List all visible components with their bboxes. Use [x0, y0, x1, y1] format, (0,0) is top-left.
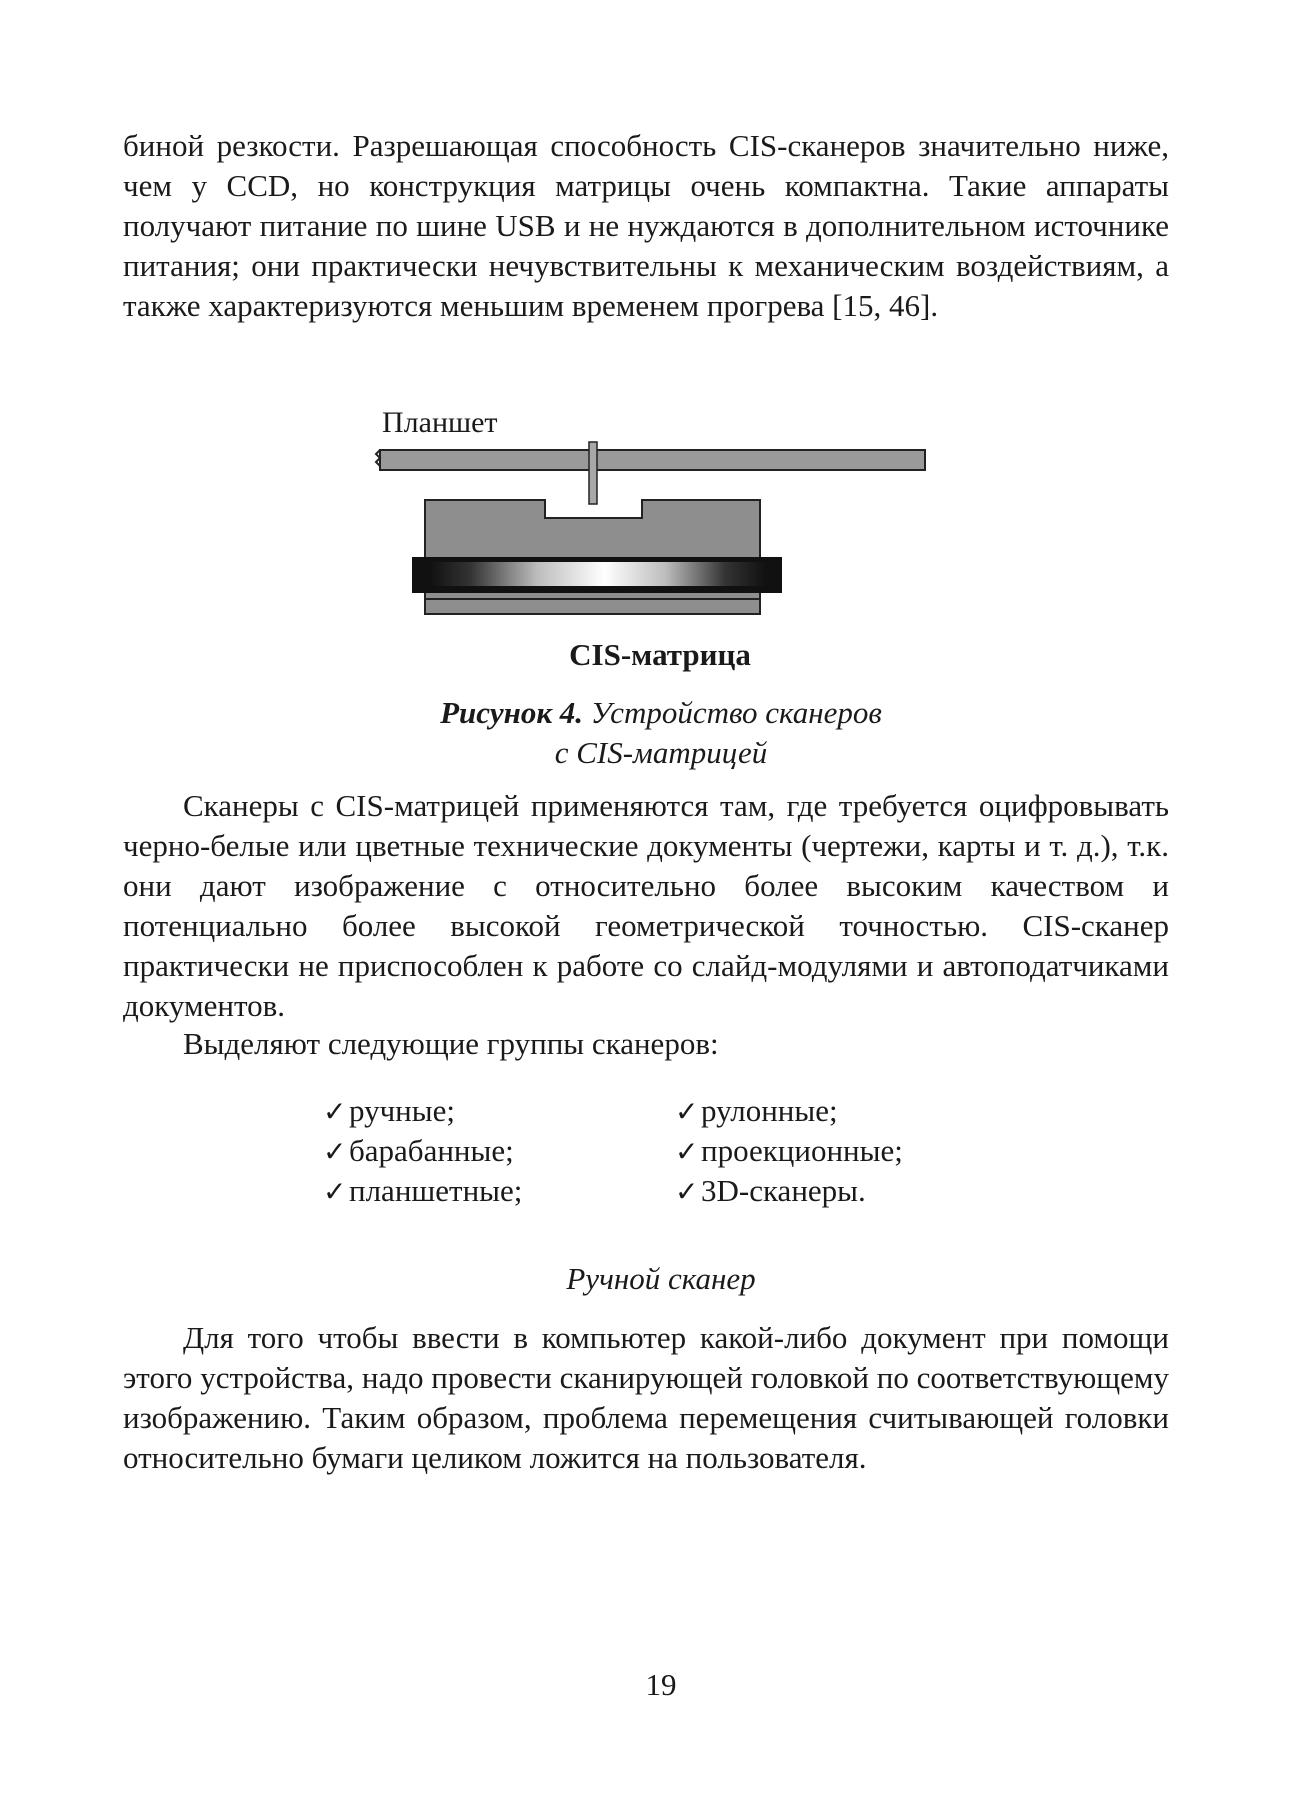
figure-caption-line1 [30, 693, 1292, 733]
checkmark-icon: ✓ [323, 1097, 347, 1128]
list-item: ✓рулонные; [675, 1091, 963, 1131]
figure-label-tablet: Планшет [382, 406, 498, 439]
list-item: ✓барабанные; [323, 1131, 675, 1171]
paragraph-hand-scanner: Для того чтобы ввести в компьютер какой-либо документ при помощи этого устройства, надо провести сканирующей головкой по соответствующему изображению. Таким образом, проблема перемещения считывающей головки относительно бумаги целиком ложится на пользователя. [123, 1320, 1169, 1475]
list-item: ✓планшетные; [323, 1171, 675, 1211]
scanner-groups-list [323, 1091, 963, 1211]
list-item: ✓ручные; [323, 1091, 675, 1131]
sensor-bar [430, 562, 766, 586]
paragraph-groups-intro: Выделяют следующие группы сканеров: [183, 1026, 719, 1061]
checkmark-icon: ✓ [323, 1177, 347, 1208]
list-item: ✓3D-сканеры. [675, 1171, 963, 1211]
checkmark-icon: ✓ [675, 1137, 699, 1168]
list-item: ✓проекционные; [675, 1131, 963, 1171]
cis-scanner-diagram [370, 440, 940, 620]
figure-caption [0, 693, 1292, 773]
tablet-glass [380, 450, 925, 470]
figure-caption-line2: с CIS-матрицей [554, 735, 768, 770]
figure-caption-text: Устройство сканеров [590, 695, 882, 730]
section-heading: Ручной сканер [566, 1261, 756, 1296]
paragraph-intro: биной резкости. Разрешающая способность CIS-сканеров значительно ниже, чем у CCD, но конструкция матрицы очень компактна. Такие аппараты получают питание по шине USB и не нуждаются в дополнительном источнике питания; они практически нечувствительны к механическим воздействиям, а также характеризуются меньшим временем прогрева [15, 46]. [123, 128, 1169, 323]
checkmark-icon: ✓ [675, 1177, 699, 1208]
lens-stem [589, 442, 597, 504]
checkmark-icon: ✓ [323, 1137, 347, 1168]
figure-caption-prefix: Рисунок 4. [440, 695, 584, 730]
paragraph-cis-usage: Сканеры с CIS-матрицей применяются там, где требуется оцифровывать черно-белые или цветные технические документы (чертежи, карты и т. д.), т.к. они дают изображение с относительно более высоким качеством и потенциально более высокой геометрической точностью. CIS-сканер практически не приспособлен к работе со слайд-модулями и автоподатчиками документов. [123, 788, 1169, 1023]
page-number: 19 [645, 1667, 677, 1702]
checkmark-icon: ✓ [675, 1097, 699, 1128]
figure-label-cis-matrix: CIS-матрица [569, 637, 751, 672]
